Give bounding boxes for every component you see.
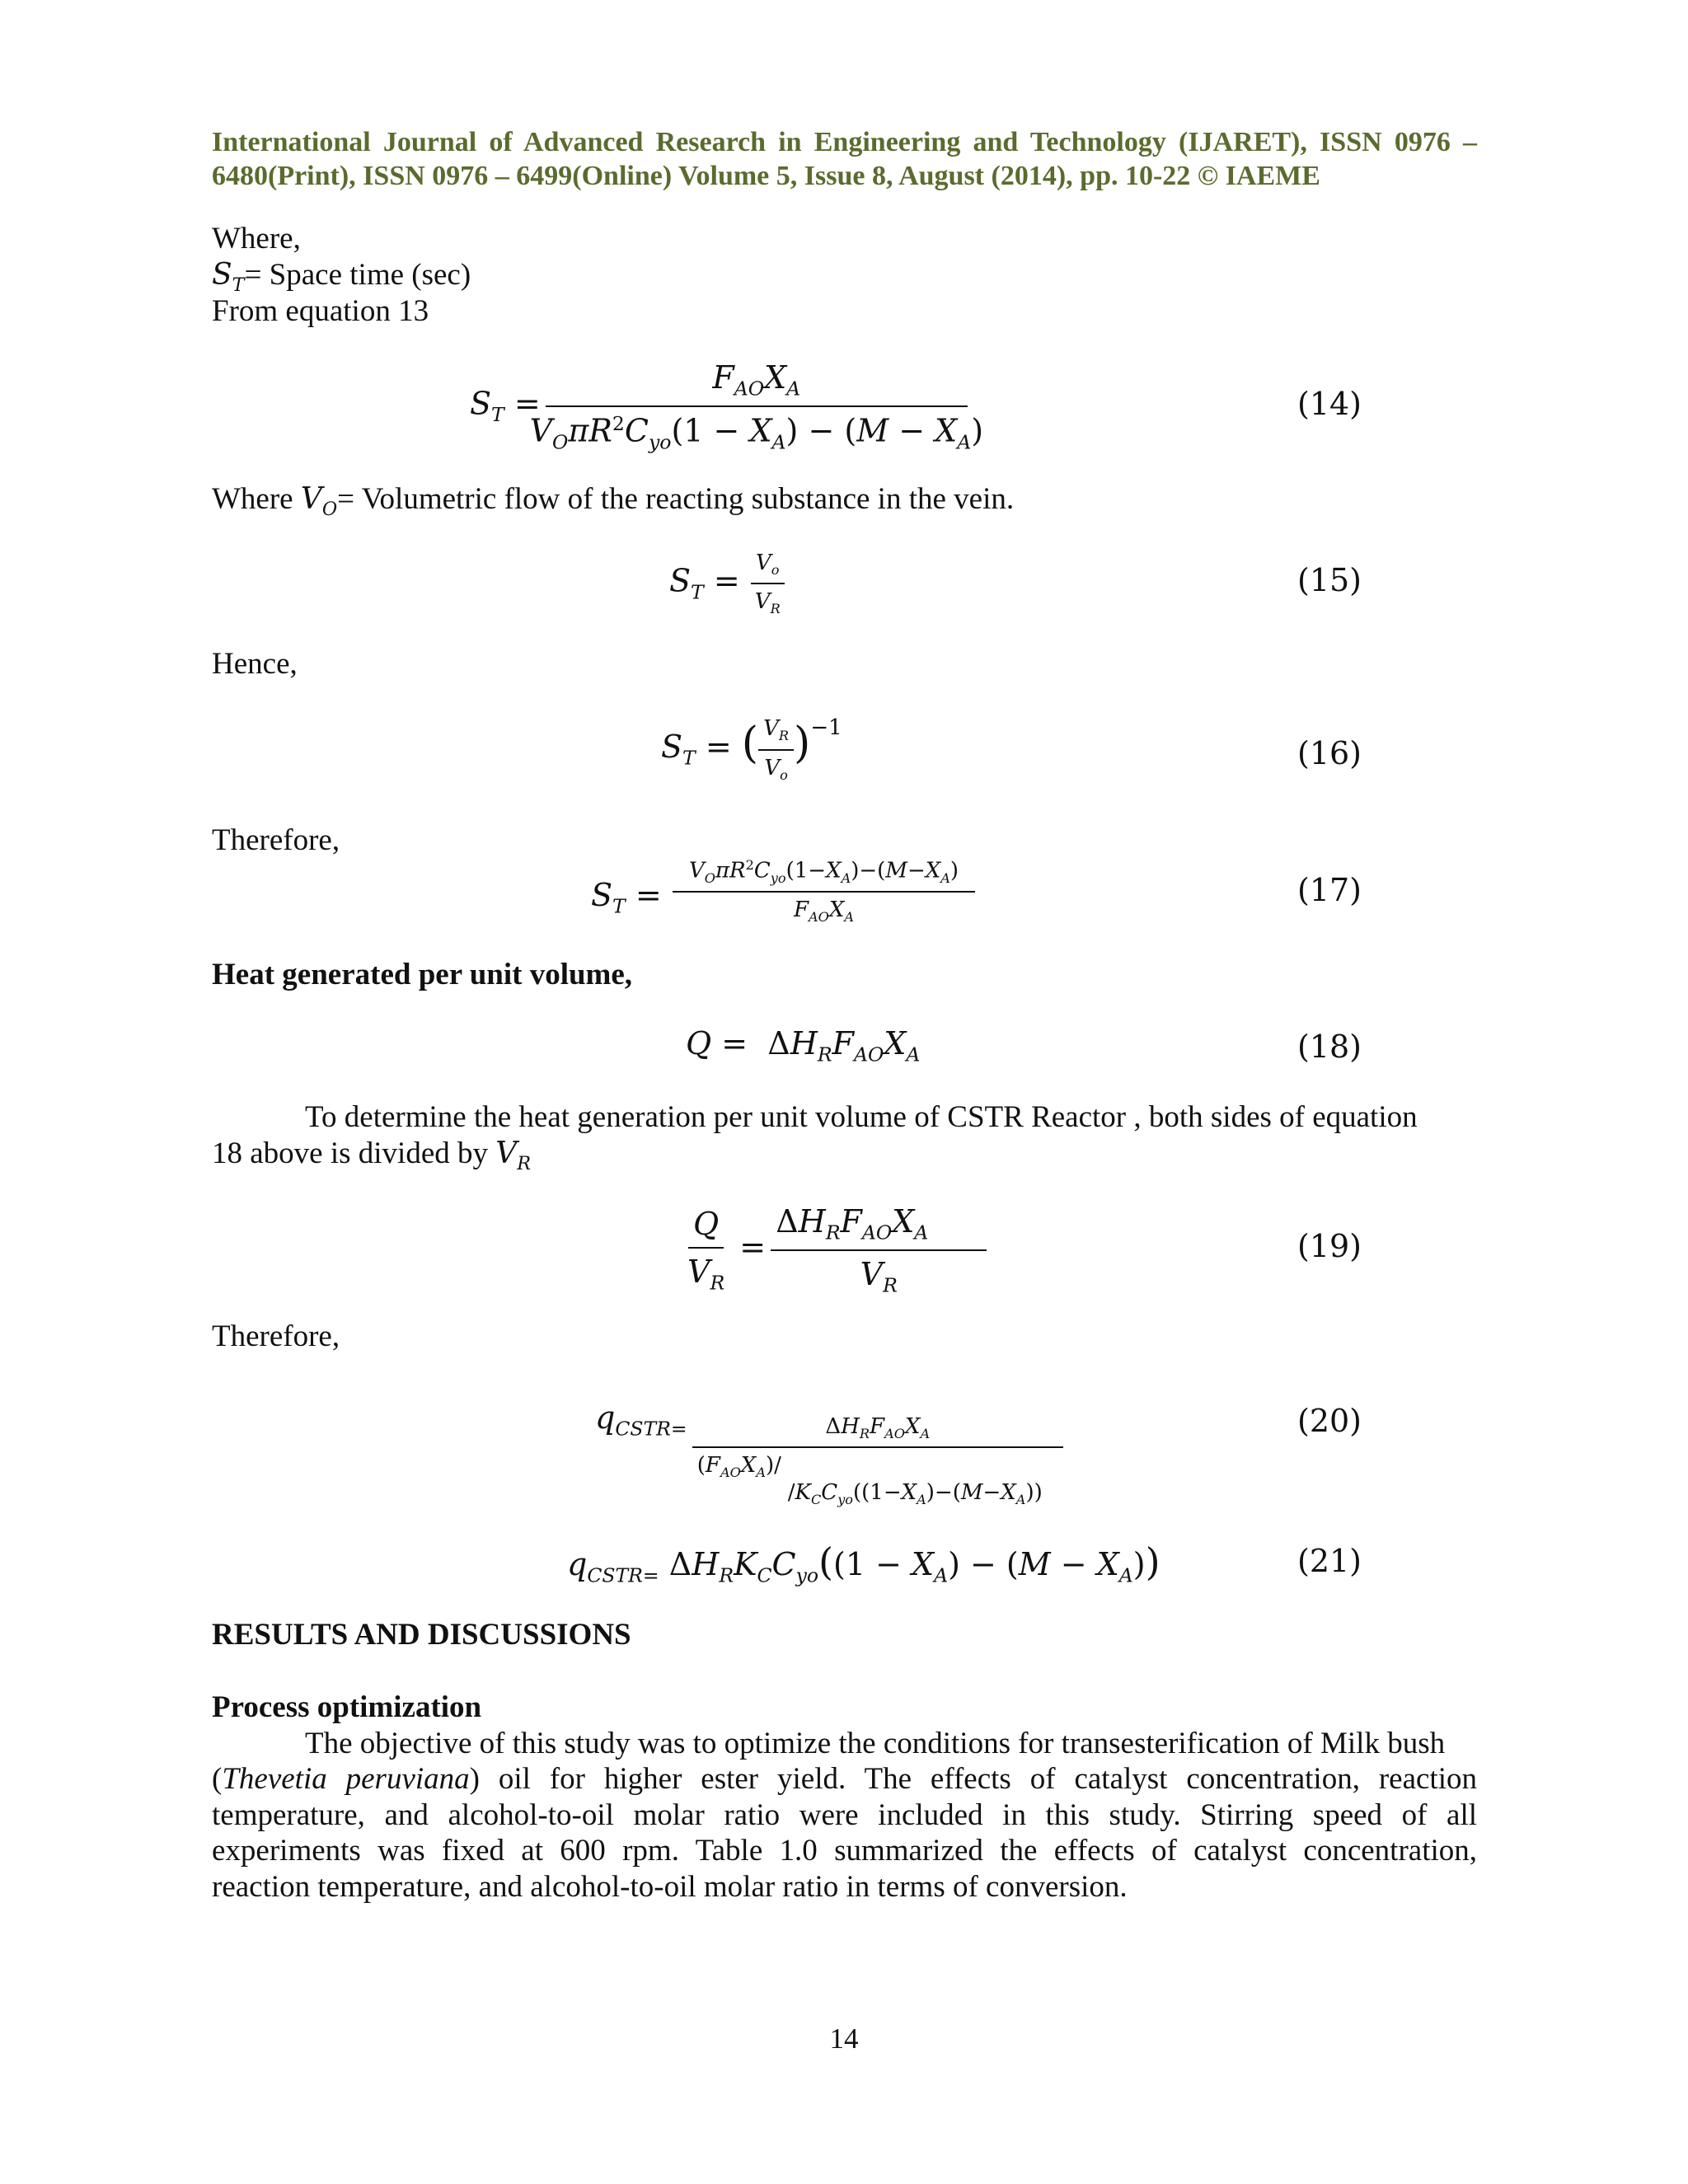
vo-definition: Where $V_O=$ Volumetric flow of the reacting substance in the vein. xyxy=(212,482,1015,521)
process-optimization-heading: Process optimization xyxy=(212,1690,482,1724)
equation-number-15: (15) xyxy=(1297,562,1362,598)
page-number: 14 xyxy=(829,2022,859,2055)
equation-21: $q_{CSTR=}$ $\Delta H_RK_CC_{yo}((1 - X_A) - (M - X_A))$ xyxy=(567,1540,1160,1587)
process-paragraph-line-1: The objective of this study was to optimize the conditions for transesterification of Milk bush xyxy=(305,1727,1446,1760)
process-paragraph-line-5: reaction temperature, and alcohol-to-oil molar ratio in terms of conversion. xyxy=(212,1870,1128,1904)
equation-number-19: (19) xyxy=(1297,1228,1362,1264)
hence-label: Hence, xyxy=(212,647,298,681)
header-line-2: 6480(Print), ISSN 0976 – 6499(Online) Volume 5, Issue 8, August (2014), pp. 10-22 © IAEME xyxy=(212,161,1320,191)
heat-generated-heading: Heat generated per unit volume, xyxy=(212,958,633,991)
therefore-label-1: Therefore, xyxy=(212,823,340,857)
st-definition: $S_T=$ Space time (sec) xyxy=(212,258,471,297)
equation-15: $S_T$ = $\frac{V_o}{V_R}$ xyxy=(669,551,785,616)
equation-number-18: (18) xyxy=(1297,1029,1362,1065)
equation-number-14: (14) xyxy=(1297,386,1362,422)
equation-19: $\frac{Q}{V_R}$ = $\frac{\Delta H_RF_{AO}X_A}{V_R}$ xyxy=(682,1203,982,1296)
from-equation-text: From equation 13 xyxy=(212,294,429,328)
equation-16: $S_T$ = ( $\frac{V_R}{V_o}$ )$^{-1}$ xyxy=(661,715,842,783)
equation-number-20: (20) xyxy=(1297,1403,1362,1439)
journal-header xyxy=(212,125,1477,193)
results-heading: RESULTS AND DISCUSSIONS xyxy=(212,1618,631,1652)
header-line-1: International Journal of Advanced Research in Engineering and Technology (IJARET), ISSN 0976 – xyxy=(212,127,1477,157)
equation-17-lhs: $S_T$ = xyxy=(591,877,662,918)
process-paragraph-line-3: temperature, and alcohol-to-oil molar ratio were included in this study. Stirring speed of all xyxy=(212,1798,1477,1832)
where-label: Where, xyxy=(212,222,301,255)
equation-number-21: (21) xyxy=(1297,1543,1362,1579)
equation-17: $\frac{V_O\pi R^2C_{yo}(1-X_A)-(M-X_A)}{F_{AO}X_A}$ xyxy=(678,857,970,925)
heat-paragraph-line-1: To determine the heat generation per unit volume of CSTR Reactor , both sides of equation xyxy=(305,1100,1418,1134)
heat-paragraph-line-2: 18 above is divided by $V_R$ xyxy=(212,1137,532,1175)
equation-20: $q_{CSTR=}$ $\Delta H_RF_{AO}X_A$ $(F_{AO}X_A)/$ $/K_CC_{yo}((1-X_A)-(M-X_A))$ xyxy=(595,1399,1058,1508)
therefore-label-2: Therefore, xyxy=(212,1319,340,1353)
process-paragraph-line-2: (Thevetia peruviana) oil for higher ester yield. The effects of catalyst concentration, reaction xyxy=(212,1762,1477,1796)
equation-number-16: (16) xyxy=(1297,735,1362,771)
process-paragraph-line-4: experiments was fixed at 600 rpm. Table 1.0 summarized the effects of catalyst concentration, xyxy=(212,1834,1477,1868)
equation-number-17: (17) xyxy=(1297,872,1362,908)
equation-14: $S_T$ = $\frac{F_{AO}X_A}{V_O\pi R^2C_{yo}(1 - X_A) - (M - X_A)}$ xyxy=(470,359,984,453)
equation-18: $Q = \Delta H_RF_{AO}X_A$ xyxy=(686,1025,921,1066)
